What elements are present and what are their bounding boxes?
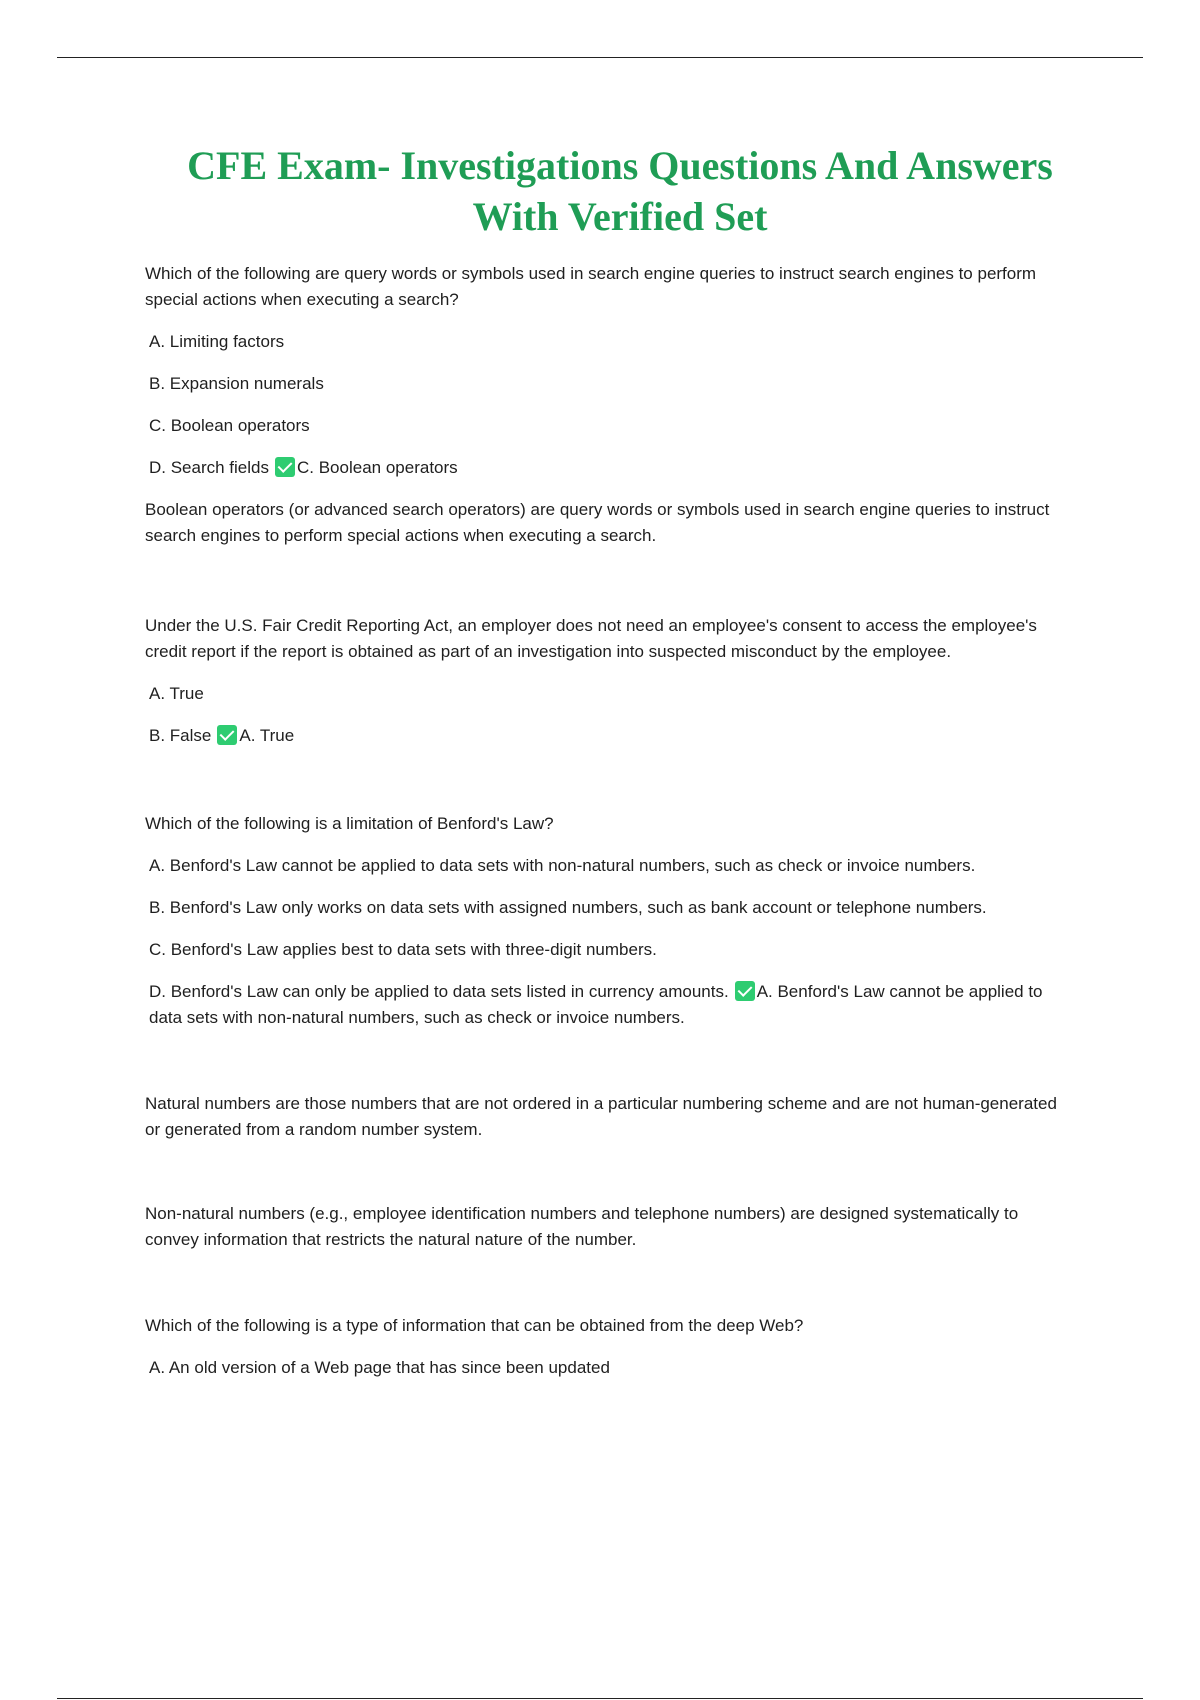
bottom-rule bbox=[57, 1698, 1143, 1699]
document-body bbox=[145, 261, 1075, 1397]
question-prompt: Which of the following are query words or symbols used in search engine queries to instruct search engines to perform special actions when executing a search? bbox=[145, 264, 1037, 309]
answer-option: C. Boolean operators bbox=[149, 416, 310, 435]
question-prompt: Which of the following is a limitation of Benford's Law? bbox=[145, 814, 554, 833]
top-rule bbox=[57, 57, 1143, 58]
answer-option: D. Search fields bbox=[149, 458, 269, 477]
answer-note: Natural numbers are those numbers that are not ordered in a particular numbering scheme and are not human-generated or generated from a random number system. bbox=[145, 1094, 1057, 1139]
page-title: CFE Exam- Investigations Questions And Answers With Verified Set bbox=[187, 143, 1053, 239]
answer-option: A. Limiting factors bbox=[149, 332, 285, 351]
answer-line bbox=[145, 979, 1075, 1031]
question-block-2 bbox=[145, 613, 1075, 749]
answer-note: Non-natural numbers (e.g., employee identification numbers and telephone numbers) are designed systematically to convey information that restricts the natural nature of the number. bbox=[145, 1204, 1019, 1249]
check-box-icon bbox=[217, 725, 237, 745]
correct-answer: A. True bbox=[239, 726, 295, 745]
correct-answer: A. Benford's Law cannot be applied to data sets with non-natural numbers, such as check or invoice numbers. bbox=[149, 982, 1043, 1027]
check-box-icon bbox=[275, 457, 295, 477]
check-box-icon bbox=[735, 981, 755, 1001]
question-block-3 bbox=[145, 811, 1075, 1253]
question-block-4 bbox=[145, 1313, 1075, 1381]
answer-option: C. Benford's Law applies best to data sets with three-digit numbers. bbox=[149, 940, 657, 959]
question-block-1 bbox=[145, 261, 1075, 549]
answer-option: B. False bbox=[149, 726, 212, 745]
answer-option: A. True bbox=[149, 684, 204, 703]
answer-option: B. Expansion numerals bbox=[149, 374, 324, 393]
answer-option: B. Benford's Law only works on data sets with assigned numbers, such as bank account or telephone numbers. bbox=[149, 898, 987, 917]
answer-explanation: Boolean operators (or advanced search operators) are query words or symbols used in search engine queries to instruct search engines to perform special actions when executing a search. bbox=[145, 500, 1050, 545]
answer-option: A. Benford's Law cannot be applied to data sets with non-natural numbers, such as check or invoice numbers. bbox=[149, 856, 976, 875]
answer-line bbox=[149, 455, 1075, 481]
answer-line bbox=[149, 723, 1075, 749]
correct-answer: C. Boolean operators bbox=[297, 458, 458, 477]
answer-option: D. Benford's Law can only be applied to data sets listed in currency amounts. bbox=[149, 982, 729, 1001]
question-prompt: Under the U.S. Fair Credit Reporting Act, an employer does not need an employee's consent to access the employee's credit report if the report is obtained as part of an investigation into suspected misconduct by the employee. bbox=[145, 616, 1037, 661]
answer-option: A. An old version of a Web page that has since been updated bbox=[149, 1358, 610, 1377]
question-prompt: Which of the following is a type of information that can be obtained from the deep Web? bbox=[145, 1316, 804, 1335]
